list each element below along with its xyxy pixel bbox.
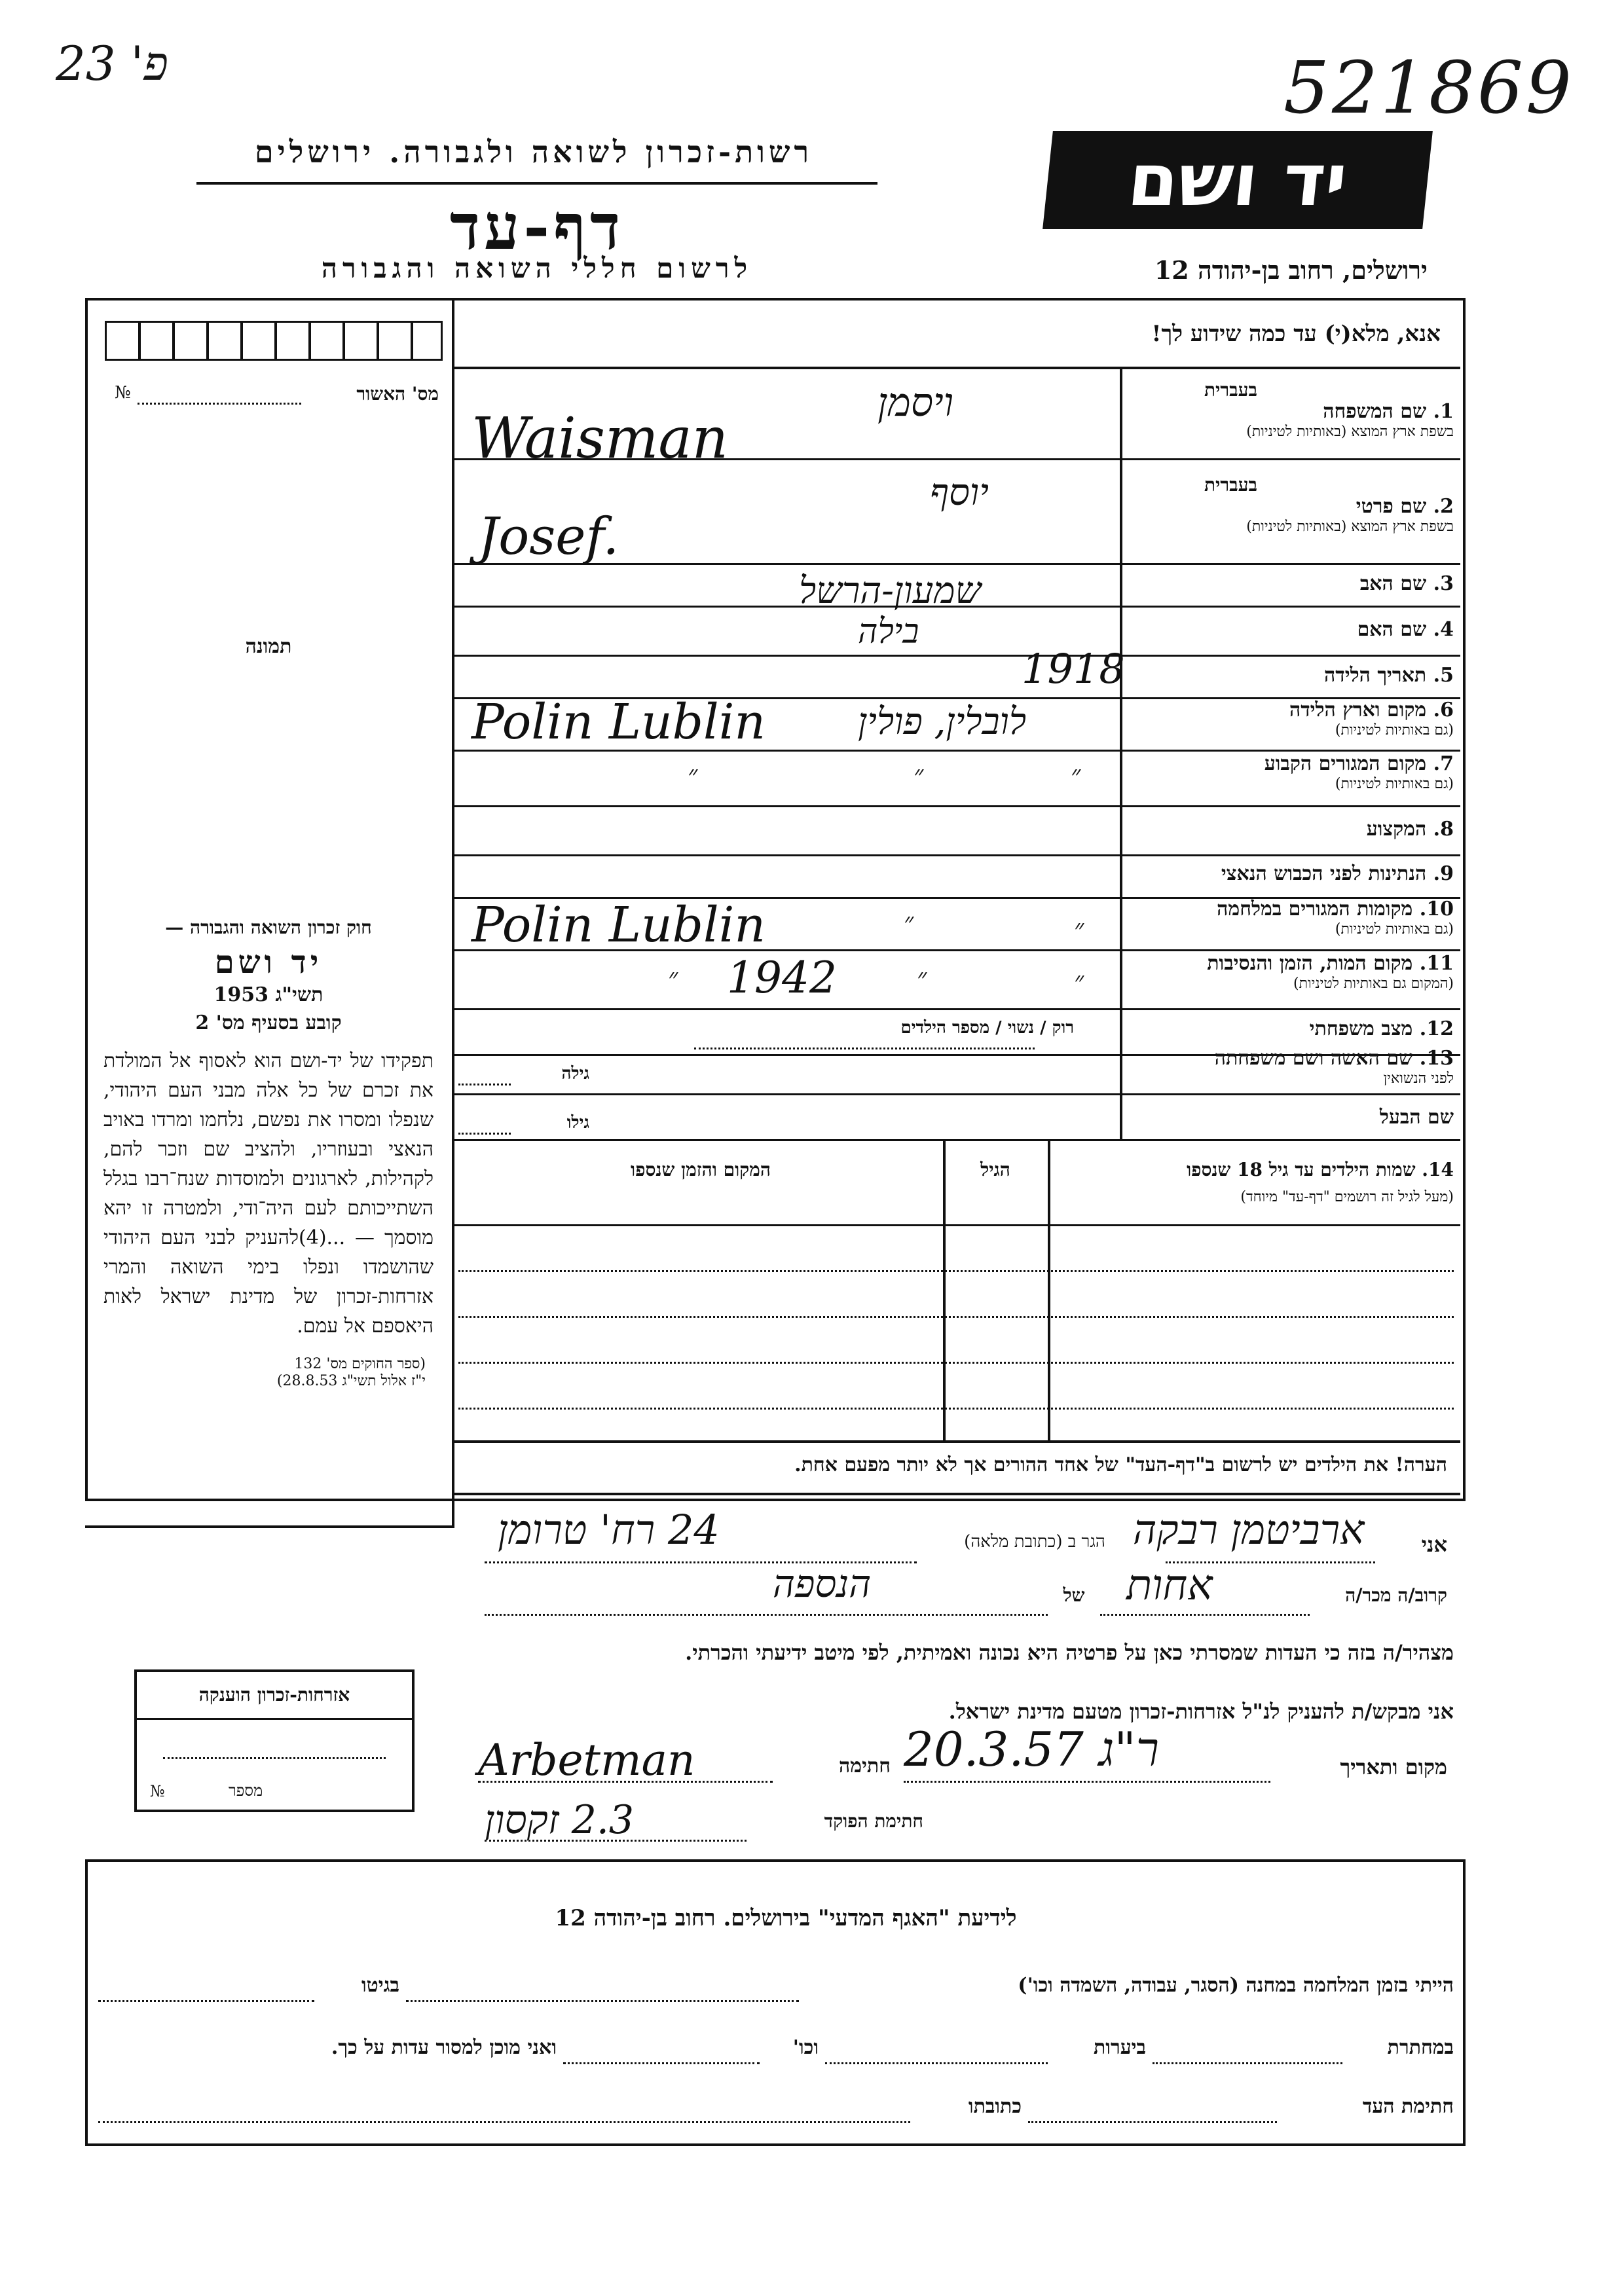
row-rule <box>452 1008 1460 1010</box>
hw-firstname-hebrew: יוסף <box>930 471 989 514</box>
children-label: 14. שמות הילדים עד גיל 18 שנספו <box>1187 1159 1454 1180</box>
of-label: של <box>1063 1584 1085 1606</box>
bottom-line2-c: וכו' <box>792 2036 819 2059</box>
field-13-label: 13. שם האשה ושם משפחתה לפני הנשואין <box>1214 1047 1454 1087</box>
request-text: אני מבקש/ת להעניק לנ"ל אזרחות-זכרון מטעם מדינת ישראל. <box>948 1699 1454 1724</box>
camp-field[interactable] <box>406 2000 799 2002</box>
bottom-line2-a: במחתרת <box>1387 2036 1454 2059</box>
hw-ditto-10b: ״ <box>1074 914 1084 944</box>
hw-wartime-place-latin: Polin Lublin <box>471 897 766 953</box>
approval-number-label: מס' האשור <box>356 383 439 405</box>
children-col-2 <box>1048 1139 1050 1440</box>
children-header-rule <box>452 1224 1460 1226</box>
law-source: (ספר החוקים מס' 132 <box>294 1356 426 1372</box>
law-title: חוק זכרון השואה והגבורה — <box>165 917 372 938</box>
hw-ditto-7c: ״ <box>1071 760 1081 790</box>
field-6-label: 6. מקום וארץ הלידה (גם באותיות לטיניות) <box>1289 699 1454 738</box>
husband-name-label: שם הבעל <box>1379 1106 1454 1129</box>
children-sub: (מעל לגיל זה רושמים "דף-עד" מיוחד) <box>1240 1189 1454 1205</box>
bottom-line1-start: הייתי בזמן המלחמה במחנה (הסגר, עבודה, השמדה וכו') <box>1018 1974 1454 1997</box>
hw-declarant-name: ארביטמן רבקה <box>1133 1506 1365 1554</box>
row-rule <box>452 805 1460 807</box>
declaration-text: מצהיר/ה בזה כי העדות שמסרתי כאן על פרטיה היא נכונה ואמיתית, לפי מיטב ידיעתי והכרתי. <box>685 1640 1454 1665</box>
age-column-header: הגיל <box>980 1159 1010 1180</box>
relation-line[interactable] <box>1100 1614 1310 1616</box>
row-rule <box>452 655 1460 657</box>
bottom-line2-d: ואני מוכן למסור עדות על כך. <box>331 2036 557 2059</box>
place-date-line[interactable] <box>904 1781 1270 1783</box>
approval-number-row <box>98 383 439 409</box>
field-2-label: בעברית 2. שם פרטי בשפת ארץ המוצא (באותיות לטיניות) <box>1204 474 1454 535</box>
children-row-3[interactable] <box>458 1362 1454 1364</box>
note-rule <box>452 1493 1460 1495</box>
underground-field[interactable] <box>1153 2062 1342 2064</box>
photo-label: תמונה <box>245 635 292 658</box>
field-11-label: 11. מקום המות, הזמן והנסיבות (המקום גם באותיות לטיניות) <box>1207 952 1454 992</box>
citizenship-box <box>134 1669 415 1812</box>
address-label: הגר ב (כתובת מלאה) <box>964 1532 1105 1552</box>
law-date: י"ז אלול תשי"ג 28.8.53) <box>276 1373 426 1389</box>
law-year: תשי"ג 1953 <box>213 983 323 1006</box>
children-bottom-rule <box>452 1440 1460 1443</box>
etc-field[interactable] <box>563 2062 760 2064</box>
hw-surname-latin: Waisman <box>471 406 729 471</box>
hw-birthplace-latin: Polin Lublin <box>471 694 766 750</box>
hw-signature: Arbetman <box>478 1735 695 1785</box>
marital-options: רוק / נשוי / מספר הילדים <box>900 1018 1074 1038</box>
citizenship-box-title: אזרחות-זכרון הוענקה <box>198 1684 350 1705</box>
row-rule <box>452 1093 1460 1095</box>
children-row-2[interactable] <box>458 1316 1454 1318</box>
bottom-line1-end: בגיטו <box>361 1974 399 1997</box>
of-whom-line[interactable] <box>485 1614 1048 1616</box>
yad-vashem-logo: יד ושם <box>1043 131 1433 229</box>
hw-ditto-11b: ״ <box>917 963 927 993</box>
row-rule <box>452 1139 1460 1141</box>
hw-ditto-10a: ״ <box>904 907 914 938</box>
form-subtitle: לרשום חללי השואה והגבורה <box>321 252 753 284</box>
officer-signature-label: חתימת הפוקד <box>824 1810 923 1832</box>
children-row-4[interactable] <box>458 1408 1454 1410</box>
place-date-label: מקום ותאריך <box>1340 1755 1447 1779</box>
law-clause: קובע בסעיף מס' 2 <box>195 1011 342 1034</box>
hw-place-date: ר"ג 20.3.57 <box>904 1722 1159 1777</box>
hw-officer-signature: 2.3 זקסון <box>485 1797 635 1843</box>
serial-number: 521869 <box>1283 46 1574 130</box>
law-text: תפקידו של יד-ושם הוא לאסוף אל המולדת את זכרם של כל אלה מבני העם היהודי, שנפלו ומסרו את נפשם, נלחמו ומרדו באויב הנאצי ובעוזריו, ולהציב שם וזכר להם, לקהילות, לארגונים ולמוסדות שנח־רבו בגלל השתייכותם לעם היה־ודי, ולמטרה זו יהא מוסמך — ...(4)להעניק לבני העם היהודי שהושמדו ונפלו בימי השואה והמרי אזרחות-זכרון של מדינת ישראל לאות היאספם אל עמם. <box>103 1049 434 1338</box>
note-text: הערה! את הילדים יש לרשום ב"דף-העד" של אחד ההורים אך לא יותר מפעם אחת. <box>794 1453 1447 1476</box>
hw-birthplace-hebrew: לובלין, פולין <box>858 701 1027 743</box>
ghetto-field[interactable] <box>98 2000 314 2002</box>
corner-handwritten-note: פ' 23 <box>56 36 169 91</box>
row-rule <box>452 854 1460 856</box>
field-8-label: 8. המקצוע <box>1366 818 1454 841</box>
hw-birth-year: 1918 <box>1022 645 1125 693</box>
bottom-line3-a: חתימת העד <box>1362 2095 1454 2118</box>
law-box-right <box>452 874 454 1528</box>
authority-title: רשות-זכרון לשואה ולגבורה. ירושלים <box>254 134 813 170</box>
age-label-wife: גילה <box>561 1064 589 1084</box>
citizenship-number-sign: № <box>150 1782 165 1800</box>
hw-firstname-latin: Josef. <box>478 507 619 566</box>
field-4-label: 4. שם האם <box>1357 618 1454 641</box>
field-10-label: 10. מקומות המגורים במלחמה (גם באותיות לטיניות) <box>1217 898 1454 938</box>
hw-ditto-7a: ״ <box>688 760 698 790</box>
bottom-line2-b: ביערות <box>1093 2036 1146 2059</box>
instruction-text: אנא, מלא(י) עד כמה שידוע לך! <box>1151 321 1441 347</box>
law-name: יד ושם <box>214 944 323 981</box>
hw-father-name: שמעון-הרשל <box>799 570 982 612</box>
citizenship-number-label: מספר <box>229 1781 263 1800</box>
field-9-label: 9. הנתינות לפני הכבוש הנאצי <box>1221 862 1454 885</box>
hw-mother-name: בילה <box>858 612 919 651</box>
hw-ditto-11c: ״ <box>1074 966 1084 996</box>
field-12-label: 12. מצב משפחתי <box>1309 1017 1454 1040</box>
children-col-1 <box>943 1139 946 1440</box>
field-7-label: 7. מקום המגורים הקבוע (גם באותיות לטיניות) <box>1264 752 1454 792</box>
signature-label: חתימה <box>839 1755 891 1777</box>
husband-age-field[interactable] <box>458 1133 511 1135</box>
wife-age-field[interactable] <box>458 1084 511 1085</box>
tick-strip <box>105 321 443 361</box>
witness-address-field[interactable] <box>98 2121 910 2123</box>
bottom-line3-b: כתובתו <box>968 2095 1022 2118</box>
relative-label: קרוב/ה מכר/ה <box>1345 1584 1447 1606</box>
marital-field[interactable] <box>694 1048 1035 1049</box>
children-row-1[interactable] <box>458 1270 1454 1272</box>
field-1-label: בעברית 1. שם המשפחה בשפת ארץ המוצא (באותיות לטיניות) <box>1204 379 1454 440</box>
approval-number-field[interactable] <box>138 403 301 405</box>
officer-signature-line[interactable] <box>485 1840 747 1842</box>
witness-signature-field[interactable] <box>1028 2121 1277 2123</box>
law-box <box>85 877 452 1545</box>
declarant-label: אני <box>1421 1532 1447 1557</box>
citizenship-box-line[interactable] <box>163 1757 386 1759</box>
place-column-header: המקום והזמן שנספו <box>631 1159 771 1180</box>
header-address: ירושלים, רחוב בן-יהודה 12 <box>1154 255 1428 285</box>
bottom-frame <box>85 1859 1466 2146</box>
form-title: דף-עד <box>449 190 625 264</box>
field-3-label: 3. שם האב <box>1359 572 1454 595</box>
hw-declarant-address: 24 רח' טרומן <box>498 1506 720 1554</box>
citizenship-box-rule <box>137 1718 412 1720</box>
hw-ditto-11a: ״ <box>668 963 678 993</box>
hw-ditto-7b: ״ <box>913 760 924 790</box>
age-label-husband: גילו <box>566 1113 589 1133</box>
header-rule <box>196 182 877 185</box>
label-column-divider <box>1120 367 1122 1139</box>
hw-death-year: 1942 <box>727 953 837 1003</box>
number-sign: № <box>115 383 131 403</box>
for-info-text: לידיעת "האגף המדעי" בירושלים. רחוב בן-יהודה 12 <box>555 1905 1017 1931</box>
forests-field[interactable] <box>825 2062 1048 2064</box>
hw-relation: אחות <box>1126 1561 1213 1610</box>
field-5-label: 5. תאריך הלידה <box>1324 664 1454 687</box>
hw-surname-hebrew: ויסמן <box>877 380 954 426</box>
hw-of-whom: הנספה <box>773 1561 872 1606</box>
law-box-bottom <box>85 1525 454 1528</box>
signature-line[interactable] <box>478 1781 773 1783</box>
instruction-rule <box>452 367 1460 369</box>
